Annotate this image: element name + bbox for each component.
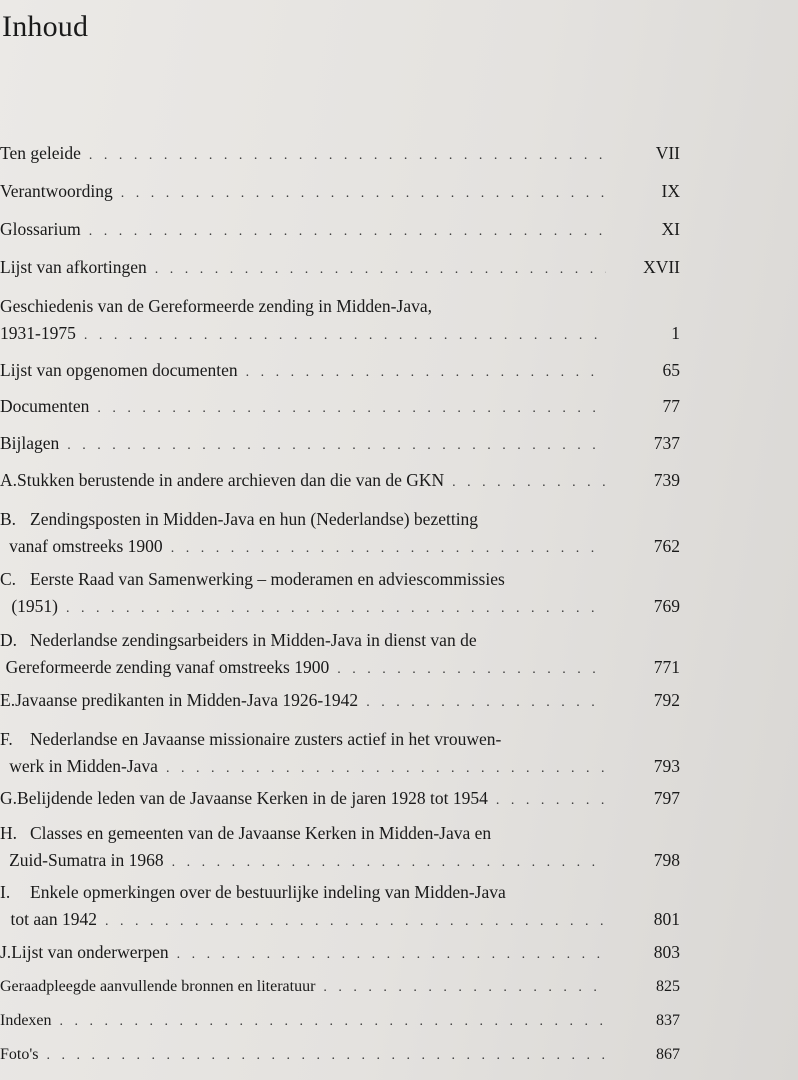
dot-leader [177,947,606,963]
toc-entry-title: Indexen [0,1012,52,1029]
toc-entry-title: Belijdende leden van de Javaanse Kerken in de jaren 1928 tot 1954 [17,788,488,808]
toc-entry-title: Verantwoording [0,181,113,201]
toc-entry [0,978,680,1005]
toc-entry-label: B. [0,509,17,529]
toc-entry [0,569,680,620]
toc-entry [0,942,680,969]
dot-leader [323,980,606,996]
dot-leader [337,662,606,678]
toc-entry [0,181,680,208]
toc-page-number: XI [661,219,680,239]
dot-leader [66,601,606,617]
toc-page-number: 739 [653,470,680,490]
toc-entry [0,1046,680,1073]
toc-entry [0,257,680,284]
toc-entry-title: Lijst van opgenomen documenten [0,360,238,380]
toc-page-number: 77 [662,396,680,416]
dot-leader [67,438,606,454]
dot-leader [84,328,606,344]
toc-entry [0,509,680,560]
toc-entry-title: tot aan 1942 [10,909,97,929]
toc-entry [0,823,680,874]
toc-entry-title: Zendingsposten in Midden-Java en hun (Nederlandse) bezetting [30,509,479,529]
toc-entry-title: Javaanse predikanten in Midden-Java 1926-1942 [15,690,359,710]
toc-entry-title: 1931-1975 [0,323,76,343]
toc-page-number: 837 [656,1012,680,1029]
toc-entry-title: Ten geleide [0,143,81,163]
dot-leader [121,186,606,202]
toc-page-number: 867 [656,1046,680,1063]
dot-leader [246,365,606,381]
toc-page-number: 771 [653,657,680,677]
toc-page-number: 792 [653,690,680,710]
toc-entry-label: E. [0,690,16,710]
dot-leader [46,1048,606,1064]
toc-entry [0,296,680,347]
dot-leader [366,695,606,711]
toc-page-number: 737 [653,433,680,453]
dot-leader [60,1014,606,1030]
toc-page-number: XVII [643,257,680,277]
toc-entry [0,729,680,780]
toc-entry-title: (1951) [11,596,58,616]
toc-entry [0,143,680,170]
toc-entry [0,219,680,246]
dot-leader [172,855,606,871]
toc-entry-title: Zuid-Sumatra in 1968 [9,850,164,870]
toc-entry-title: werk in Midden-Java [9,756,158,776]
toc-page-number: 797 [653,788,680,808]
toc-page-number: IX [661,181,680,201]
toc-entry-label: D. [0,630,18,650]
toc-entry [0,433,680,460]
toc-entry [0,396,680,423]
toc-entry-label: H. [0,823,18,843]
dot-leader [105,914,606,930]
toc-entry-title: Eerste Raad van Samenwerking – moderamen en adviescommissies [30,569,505,589]
toc-entry [0,882,680,933]
toc-page-number: 825 [656,978,680,995]
toc-page-number: 801 [653,909,680,929]
toc-entry-title: Nederlandse en Javaanse missionaire zusters actief in het vrouwen- [30,729,502,749]
dot-leader [496,793,606,809]
toc-entry [0,690,680,717]
toc-page-number: 803 [653,942,680,962]
toc-entry [0,360,680,387]
toc-entry [0,470,680,497]
dot-leader [171,541,606,557]
toc-page-number: 1 [671,323,680,343]
toc-entry [0,630,680,681]
toc-entry-label: A. [0,470,18,490]
dot-leader [97,401,606,417]
toc-entry-title: Stukken berustende in andere archieven dan die van de GKN [17,470,445,490]
toc-page-number: 798 [653,850,680,870]
toc-entry-title: Documenten [0,396,90,416]
toc-entry-label: C. [0,569,17,589]
toc-entry [0,1012,680,1039]
toc-entry-title: Bijlagen [0,433,60,453]
toc-entry-label: I. [0,882,11,902]
toc-entry-title: Lijst van afkortingen [0,257,147,277]
toc-entry [0,788,680,815]
toc-entry-title: Geraadpleegde aanvullende bronnen en literatuur [0,978,316,995]
toc-entry-title: Glossarium [0,219,81,239]
toc-entry-label: J. [0,942,12,962]
toc-entry-label: G. [0,788,18,808]
dot-leader [166,761,606,777]
toc-entry-title: Gereformeerde zending vanaf omstreeks 1900 [5,657,330,677]
toc-page-number: 793 [653,756,680,776]
toc-entry-title: Geschiedenis van de Gereformeerde zending in Midden-Java, [0,296,432,316]
dot-leader [452,475,606,491]
toc-entry-label: F. [0,729,13,749]
toc-entry-title: Nederlandse zendingsarbeiders in Midden-Java in dienst van de [30,630,477,650]
page-title: Inhoud [2,10,89,43]
toc-entry-title: Foto's [0,1046,39,1063]
toc-entry-title: Enkele opmerkingen over de bestuurlijke indeling van Midden-Java [30,882,506,902]
toc-entry-title: vanaf omstreeks 1900 [9,536,163,556]
dot-leader [89,148,606,164]
dot-leader [155,262,606,278]
toc-page-number: 65 [662,360,680,380]
toc-entry-title: Lijst van onderwerpen [11,942,169,962]
toc-page-number: 769 [653,596,680,616]
toc-entry-title: Classes en gemeenten van de Javaanse Kerken in Midden-Java en [30,823,492,843]
toc-page-number: VII [655,143,680,163]
toc-page-number: 762 [653,536,680,556]
dot-leader [89,224,606,240]
